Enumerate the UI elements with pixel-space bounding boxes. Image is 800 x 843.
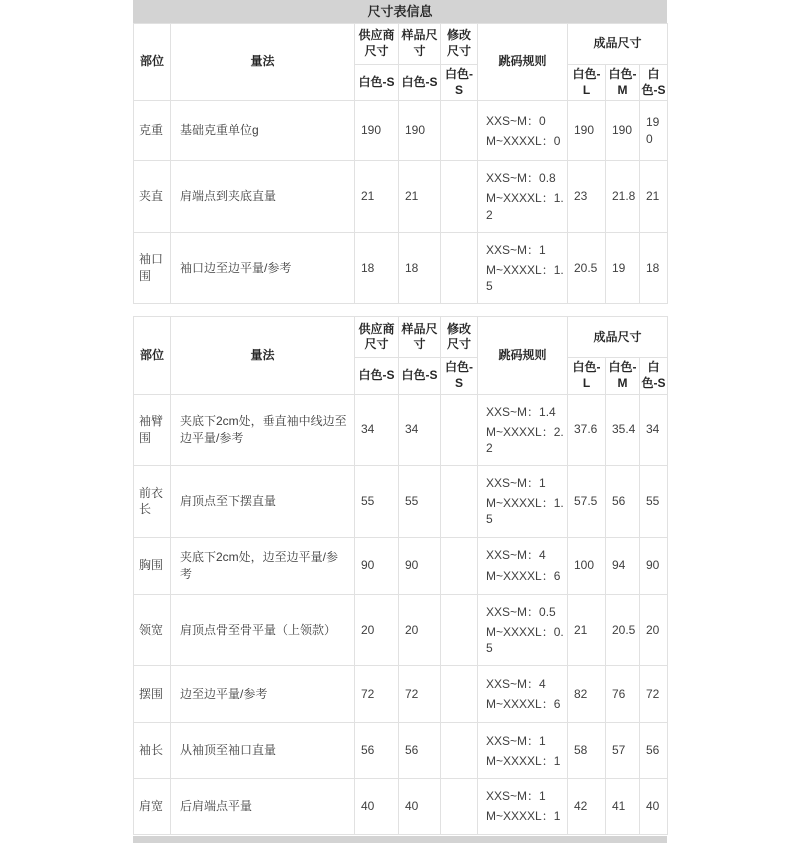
cell-supplier: 40 [355, 779, 399, 834]
header-supplier-size: 供应商尺寸 [355, 317, 399, 358]
cell-supplier: 34 [355, 394, 399, 466]
cell-grading [478, 594, 568, 666]
cell-grading [478, 723, 568, 779]
grading-rule-line: XXS~M：1.4 [486, 404, 556, 419]
cell-part: 袖长 [134, 723, 171, 779]
table-2-header [134, 317, 668, 394]
cell-modify [441, 594, 478, 666]
cell-modify [441, 101, 478, 161]
cell-finished-s: 190 [640, 101, 668, 161]
grading-rule-line: M~XXXXL：1 [486, 809, 561, 824]
grading-rule-line: XXS~M：1 [486, 242, 546, 257]
cell-finished-l: 23 [568, 161, 606, 233]
header-supplier-colorway: 白色-S [355, 65, 399, 101]
cell-finished-l: 82 [568, 666, 606, 723]
size-table-2 [133, 316, 668, 834]
header-modify-size: 修改尺寸 [441, 24, 478, 65]
cell-supplier: 72 [355, 666, 399, 723]
grading-rule-line: M~XXXXL：1.5 [486, 262, 564, 294]
header-finished-size: 成品尺寸 [568, 24, 668, 65]
section-title: 尺寸表信息 [367, 4, 433, 19]
header-part: 部位 [134, 24, 171, 101]
cell-finished-s: 34 [640, 394, 668, 466]
cell-modify [441, 779, 478, 834]
table-row [134, 161, 668, 233]
cell-sample: 72 [399, 666, 441, 723]
size-table-1 [133, 23, 668, 304]
header-finished-colorway-l: 白色-L [568, 358, 606, 394]
header-method: 量法 [171, 317, 355, 394]
table-row [134, 723, 668, 779]
cell-finished-s: 55 [640, 466, 668, 538]
table-gap [133, 304, 667, 316]
grading-rule-line: M~XXXXL：1 [486, 753, 561, 768]
cell-method: 袖口边至边平量/参考 [171, 232, 355, 304]
header-finished-colorway-s: 白色-S [640, 65, 668, 101]
grading-rule-line: XXS~M：1 [486, 476, 546, 491]
cell-finished-m: 94 [606, 537, 640, 594]
cell-sample: 56 [399, 723, 441, 779]
table-1-header [134, 24, 668, 101]
grading-rule-line: XXS~M：4 [486, 677, 546, 691]
grading-rule-line: XXS~M：4 [486, 548, 546, 563]
table-row [134, 537, 668, 594]
cell-supplier: 56 [355, 723, 399, 779]
grading-rule-line: M~XXXXL：1.5 [486, 496, 564, 527]
cell-supplier: 90 [355, 537, 399, 594]
grading-rule-line: M~XXXXL：6 [486, 568, 561, 583]
cell-sample: 40 [399, 779, 441, 834]
size-table-page [133, 0, 667, 843]
cell-finished-m: 19 [606, 232, 640, 304]
header-finished-colorway-s: 白色-S [640, 358, 668, 394]
grading-rule-line: M~XXXXL：2.2 [486, 424, 564, 455]
cell-sample: 190 [399, 101, 441, 161]
section-title-bar [133, 0, 667, 23]
cell-finished-s: 56 [640, 723, 668, 779]
cell-method: 肩顶点至下摆直量 [171, 466, 355, 538]
next-section-title-bar [133, 836, 667, 843]
cell-finished-l: 20.5 [568, 232, 606, 304]
grading-rule-line: M~XXXXL：6 [486, 697, 561, 712]
cell-method: 从袖顶至袖口直量 [171, 723, 355, 779]
header-sample-colorway: 白色-S [399, 65, 441, 101]
cell-part: 袖口围 [134, 232, 171, 304]
cell-sample: 20 [399, 594, 441, 666]
table-2-body [134, 394, 668, 834]
table-row [134, 779, 668, 834]
cell-part: 克重 [134, 101, 171, 161]
grading-rule-line: XXS~M：0.5 [486, 604, 556, 619]
cell-finished-m: 21.8 [606, 161, 640, 233]
header-supplier-colorway: 白色-S [355, 358, 399, 394]
table-row [134, 666, 668, 723]
cell-supplier: 18 [355, 232, 399, 304]
cell-modify [441, 232, 478, 304]
cell-modify [441, 466, 478, 538]
cell-sample: 18 [399, 232, 441, 304]
cell-finished-l: 100 [568, 537, 606, 594]
cell-finished-m: 41 [606, 779, 640, 834]
cell-part: 肩宽 [134, 779, 171, 834]
cell-finished-s: 20 [640, 594, 668, 666]
header-modify-colorway: 白色-S [441, 65, 478, 101]
table-row [134, 594, 668, 666]
grading-rule-line: XXS~M：0.8 [486, 171, 556, 186]
header-sample-size: 样品尺寸 [399, 317, 441, 358]
cell-grading [478, 466, 568, 538]
header-finished-colorway-m: 白色-M [606, 358, 640, 394]
table-row [134, 466, 668, 538]
cell-part: 夹直 [134, 161, 171, 233]
grading-rule-line: XXS~M：1 [486, 733, 546, 748]
cell-grading [478, 779, 568, 834]
cell-supplier: 55 [355, 466, 399, 538]
cell-finished-s: 90 [640, 537, 668, 594]
cell-modify [441, 161, 478, 233]
cell-part: 胸围 [134, 537, 171, 594]
grading-rule-line: M~XXXXL：0 [486, 133, 561, 148]
cell-method: 后肩端点平量 [171, 779, 355, 834]
cell-finished-m: 20.5 [606, 594, 640, 666]
table-1-body [134, 101, 668, 304]
cell-part: 摆围 [134, 666, 171, 723]
header-sample-size: 样品尺寸 [399, 24, 441, 65]
cell-part: 领宽 [134, 594, 171, 666]
header-part: 部位 [134, 317, 171, 394]
header-finished-size: 成品尺寸 [568, 317, 668, 358]
cell-modify [441, 723, 478, 779]
cell-method: 肩端点到夹底直量 [171, 161, 355, 233]
header-modify-colorway: 白色-S [441, 358, 478, 394]
header-supplier-size: 供应商尺寸 [355, 24, 399, 65]
cell-modify [441, 394, 478, 466]
cell-grading [478, 101, 568, 161]
header-grading-rule: 跳码规则 [478, 317, 568, 394]
cell-finished-m: 35.4 [606, 394, 640, 466]
cell-modify [441, 537, 478, 594]
cell-finished-m: 190 [606, 101, 640, 161]
cell-method: 夹底下2cm处，边至边平量/参考 [171, 537, 355, 594]
cell-grading [478, 666, 568, 723]
cell-grading [478, 394, 568, 466]
header-grading-rule: 跳码规则 [478, 24, 568, 101]
cell-finished-s: 18 [640, 232, 668, 304]
header-finished-colorway-l: 白色-L [568, 65, 606, 101]
grading-rule-line: XXS~M：0 [486, 113, 546, 128]
grading-rule-line: XXS~M：1 [486, 789, 546, 804]
cell-method: 夹底下2cm处，垂直袖中线边至边平量/参考 [171, 394, 355, 466]
cell-finished-s: 21 [640, 161, 668, 233]
cell-method: 边至边平量/参考 [171, 666, 355, 723]
cell-finished-m: 57 [606, 723, 640, 779]
cell-finished-s: 40 [640, 779, 668, 834]
table-row [134, 394, 668, 466]
cell-supplier: 190 [355, 101, 399, 161]
header-sample-colorway: 白色-S [399, 358, 441, 394]
cell-grading [478, 232, 568, 304]
cell-finished-l: 57.5 [568, 466, 606, 538]
cell-finished-l: 58 [568, 723, 606, 779]
cell-sample: 90 [399, 537, 441, 594]
cell-grading [478, 537, 568, 594]
grading-rule-line: M~XXXXL：0.5 [486, 624, 564, 655]
cell-finished-l: 190 [568, 101, 606, 161]
cell-sample: 21 [399, 161, 441, 233]
table-row [134, 101, 668, 161]
cell-finished-m: 56 [606, 466, 640, 538]
cell-supplier: 20 [355, 594, 399, 666]
cell-sample: 34 [399, 394, 441, 466]
cell-finished-s: 72 [640, 666, 668, 723]
cell-finished-l: 21 [568, 594, 606, 666]
cell-method: 基础克重单位g [171, 101, 355, 161]
cell-part: 前衣长 [134, 466, 171, 538]
cell-finished-l: 42 [568, 779, 606, 834]
cell-sample: 55 [399, 466, 441, 538]
cell-modify [441, 666, 478, 723]
cell-finished-l: 37.6 [568, 394, 606, 466]
header-finished-colorway-m: 白色-M [606, 65, 640, 101]
cell-grading [478, 161, 568, 233]
header-method: 量法 [171, 24, 355, 101]
cell-finished-m: 76 [606, 666, 640, 723]
cell-part: 袖臂围 [134, 394, 171, 466]
header-modify-size: 修改尺寸 [441, 317, 478, 358]
cell-method: 肩顶点骨至骨平量（上领款） [171, 594, 355, 666]
table-row [134, 232, 668, 304]
grading-rule-line: M~XXXXL：1.2 [486, 191, 564, 222]
cell-supplier: 21 [355, 161, 399, 233]
